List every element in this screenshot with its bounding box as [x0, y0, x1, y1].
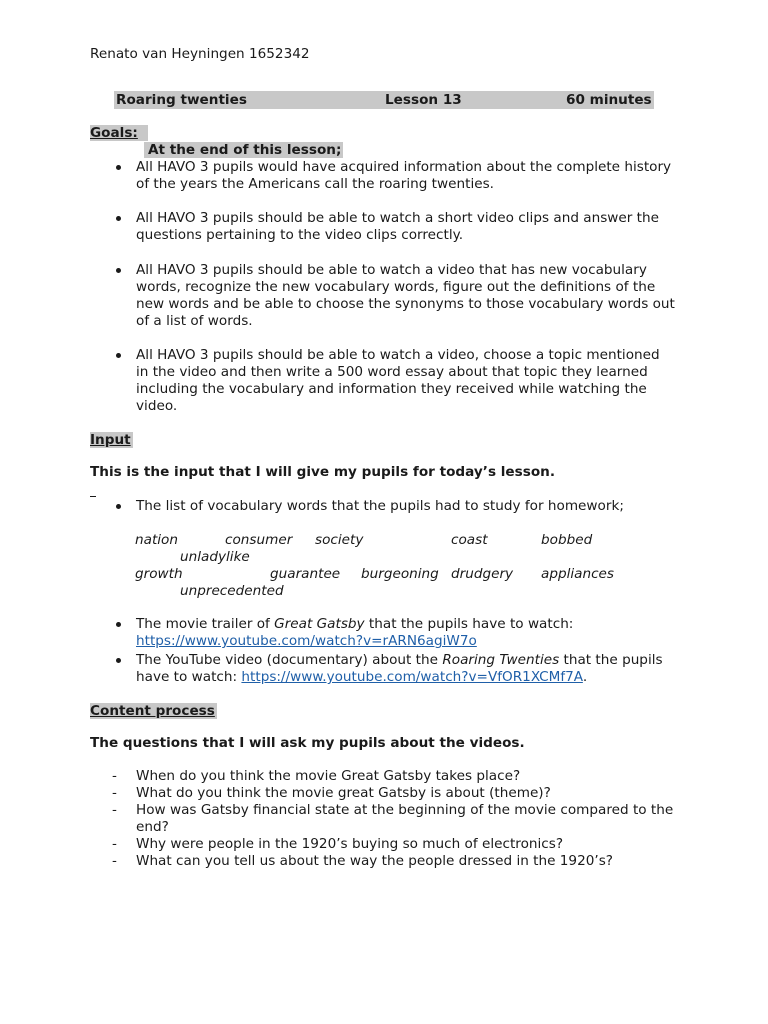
dash-icon: - — [112, 836, 117, 852]
vocab-word: appliances — [541, 566, 615, 582]
goal-item: All HAVO 3 pupils should be able to watch a video that has new vocabulary words, recognize the new vocabulary words, figure out the definitions of the new words and be able to choose the synonyms to those vocabulary words out of a list of words. — [136, 262, 675, 329]
trailer-text-before: The movie trailer of — [136, 616, 275, 632]
vocab-word: consumer — [225, 532, 293, 548]
goal-item: All HAVO 3 pupils should be able to watch a short video clips and answer the questions pertaining to the video clips correctly. — [136, 210, 659, 243]
lesson-number: Lesson 13 — [385, 92, 462, 108]
bullet-icon — [116, 216, 121, 221]
content-process-intro: The questions that I will ask my pupils about the videos. — [90, 735, 525, 751]
bullet-icon — [116, 165, 121, 170]
goals-heading: Goals: — [90, 125, 148, 141]
author-line: Renato van Heyningen 1652342 — [90, 46, 310, 62]
documentary-item — [136, 652, 676, 686]
documentary-title: Roaring Twenties — [442, 652, 560, 668]
goal-item: All HAVO 3 pupils would have acquired information about the complete history of the years the Americans call the roaring twenties. — [136, 159, 672, 192]
vocab-word: unprecedented — [180, 583, 284, 599]
trailer-title: Great Gatsby — [274, 616, 365, 632]
vocab-word: society — [315, 532, 364, 548]
trailer-item — [136, 616, 676, 650]
bullet-icon — [116, 353, 121, 358]
vocab-word: guarantee — [270, 566, 341, 582]
question-item: What can you tell us about the way the people dressed in the 1920’s? — [136, 853, 613, 869]
vocab-word: bobbed — [541, 532, 593, 548]
dash-icon: - — [112, 768, 117, 784]
question-item: How was Gatsby financial state at the beginning of the movie compared to the end? — [136, 802, 674, 835]
documentary-trailing: . — [582, 669, 588, 685]
input-heading: Input — [90, 432, 131, 448]
vocab-intro: The list of vocabulary words that the pupils had to study for homework; — [136, 498, 624, 514]
documentary-link[interactable]: https://www.youtube.com/watch?v=VfOR1XCMf7A — [241, 669, 583, 685]
bullet-icon — [116, 504, 121, 509]
dash-icon: - — [112, 802, 117, 818]
dash-icon: - — [112, 853, 117, 869]
goal-item: All HAVO 3 pupils should be able to watch a video, choose a topic mentioned in the video and then write a 500 word essay about that topic they learned including the vocabulary and information they received while watching the video. — [136, 347, 660, 414]
question-item: Why were people in the 1920’s buying so much of electronics? — [136, 836, 564, 852]
question-item: When do you think the movie Great Gatsby takes place? — [136, 768, 521, 784]
input-intro: This is the input that I will give my pupils for today’s lesson. — [90, 464, 556, 480]
lesson-bar — [114, 91, 654, 109]
vocab-word: coast — [451, 532, 488, 548]
bullet-icon — [116, 658, 121, 663]
stray-underline — [90, 496, 96, 497]
vocab-word: unladylike — [180, 549, 250, 565]
bullet-icon — [116, 268, 121, 273]
lesson-topic: Roaring twenties — [116, 92, 247, 108]
lesson-duration: 60 minutes — [566, 92, 652, 108]
goals-intro: At the end of this lesson; — [144, 142, 343, 158]
documentary-text-after: that the pupils have to watch: — [136, 652, 663, 685]
vocab-word: nation — [135, 532, 178, 548]
content-process-heading: Content process — [90, 703, 215, 719]
trailer-text-after: that the pupils have to watch: — [364, 616, 574, 632]
vocab-word: burgeoning — [361, 566, 439, 582]
documentary-text-before: The YouTube video (documentary) about the — [136, 652, 443, 668]
vocab-word: drudgery — [451, 566, 514, 582]
bullet-icon — [116, 622, 121, 627]
trailer-link[interactable]: https://www.youtube.com/watch?v=rARN6agiW7o — [136, 633, 477, 649]
vocab-word: growth — [135, 566, 183, 582]
question-item: What do you think the movie great Gatsby is about (theme)? — [136, 785, 551, 801]
dash-icon: - — [112, 785, 117, 801]
